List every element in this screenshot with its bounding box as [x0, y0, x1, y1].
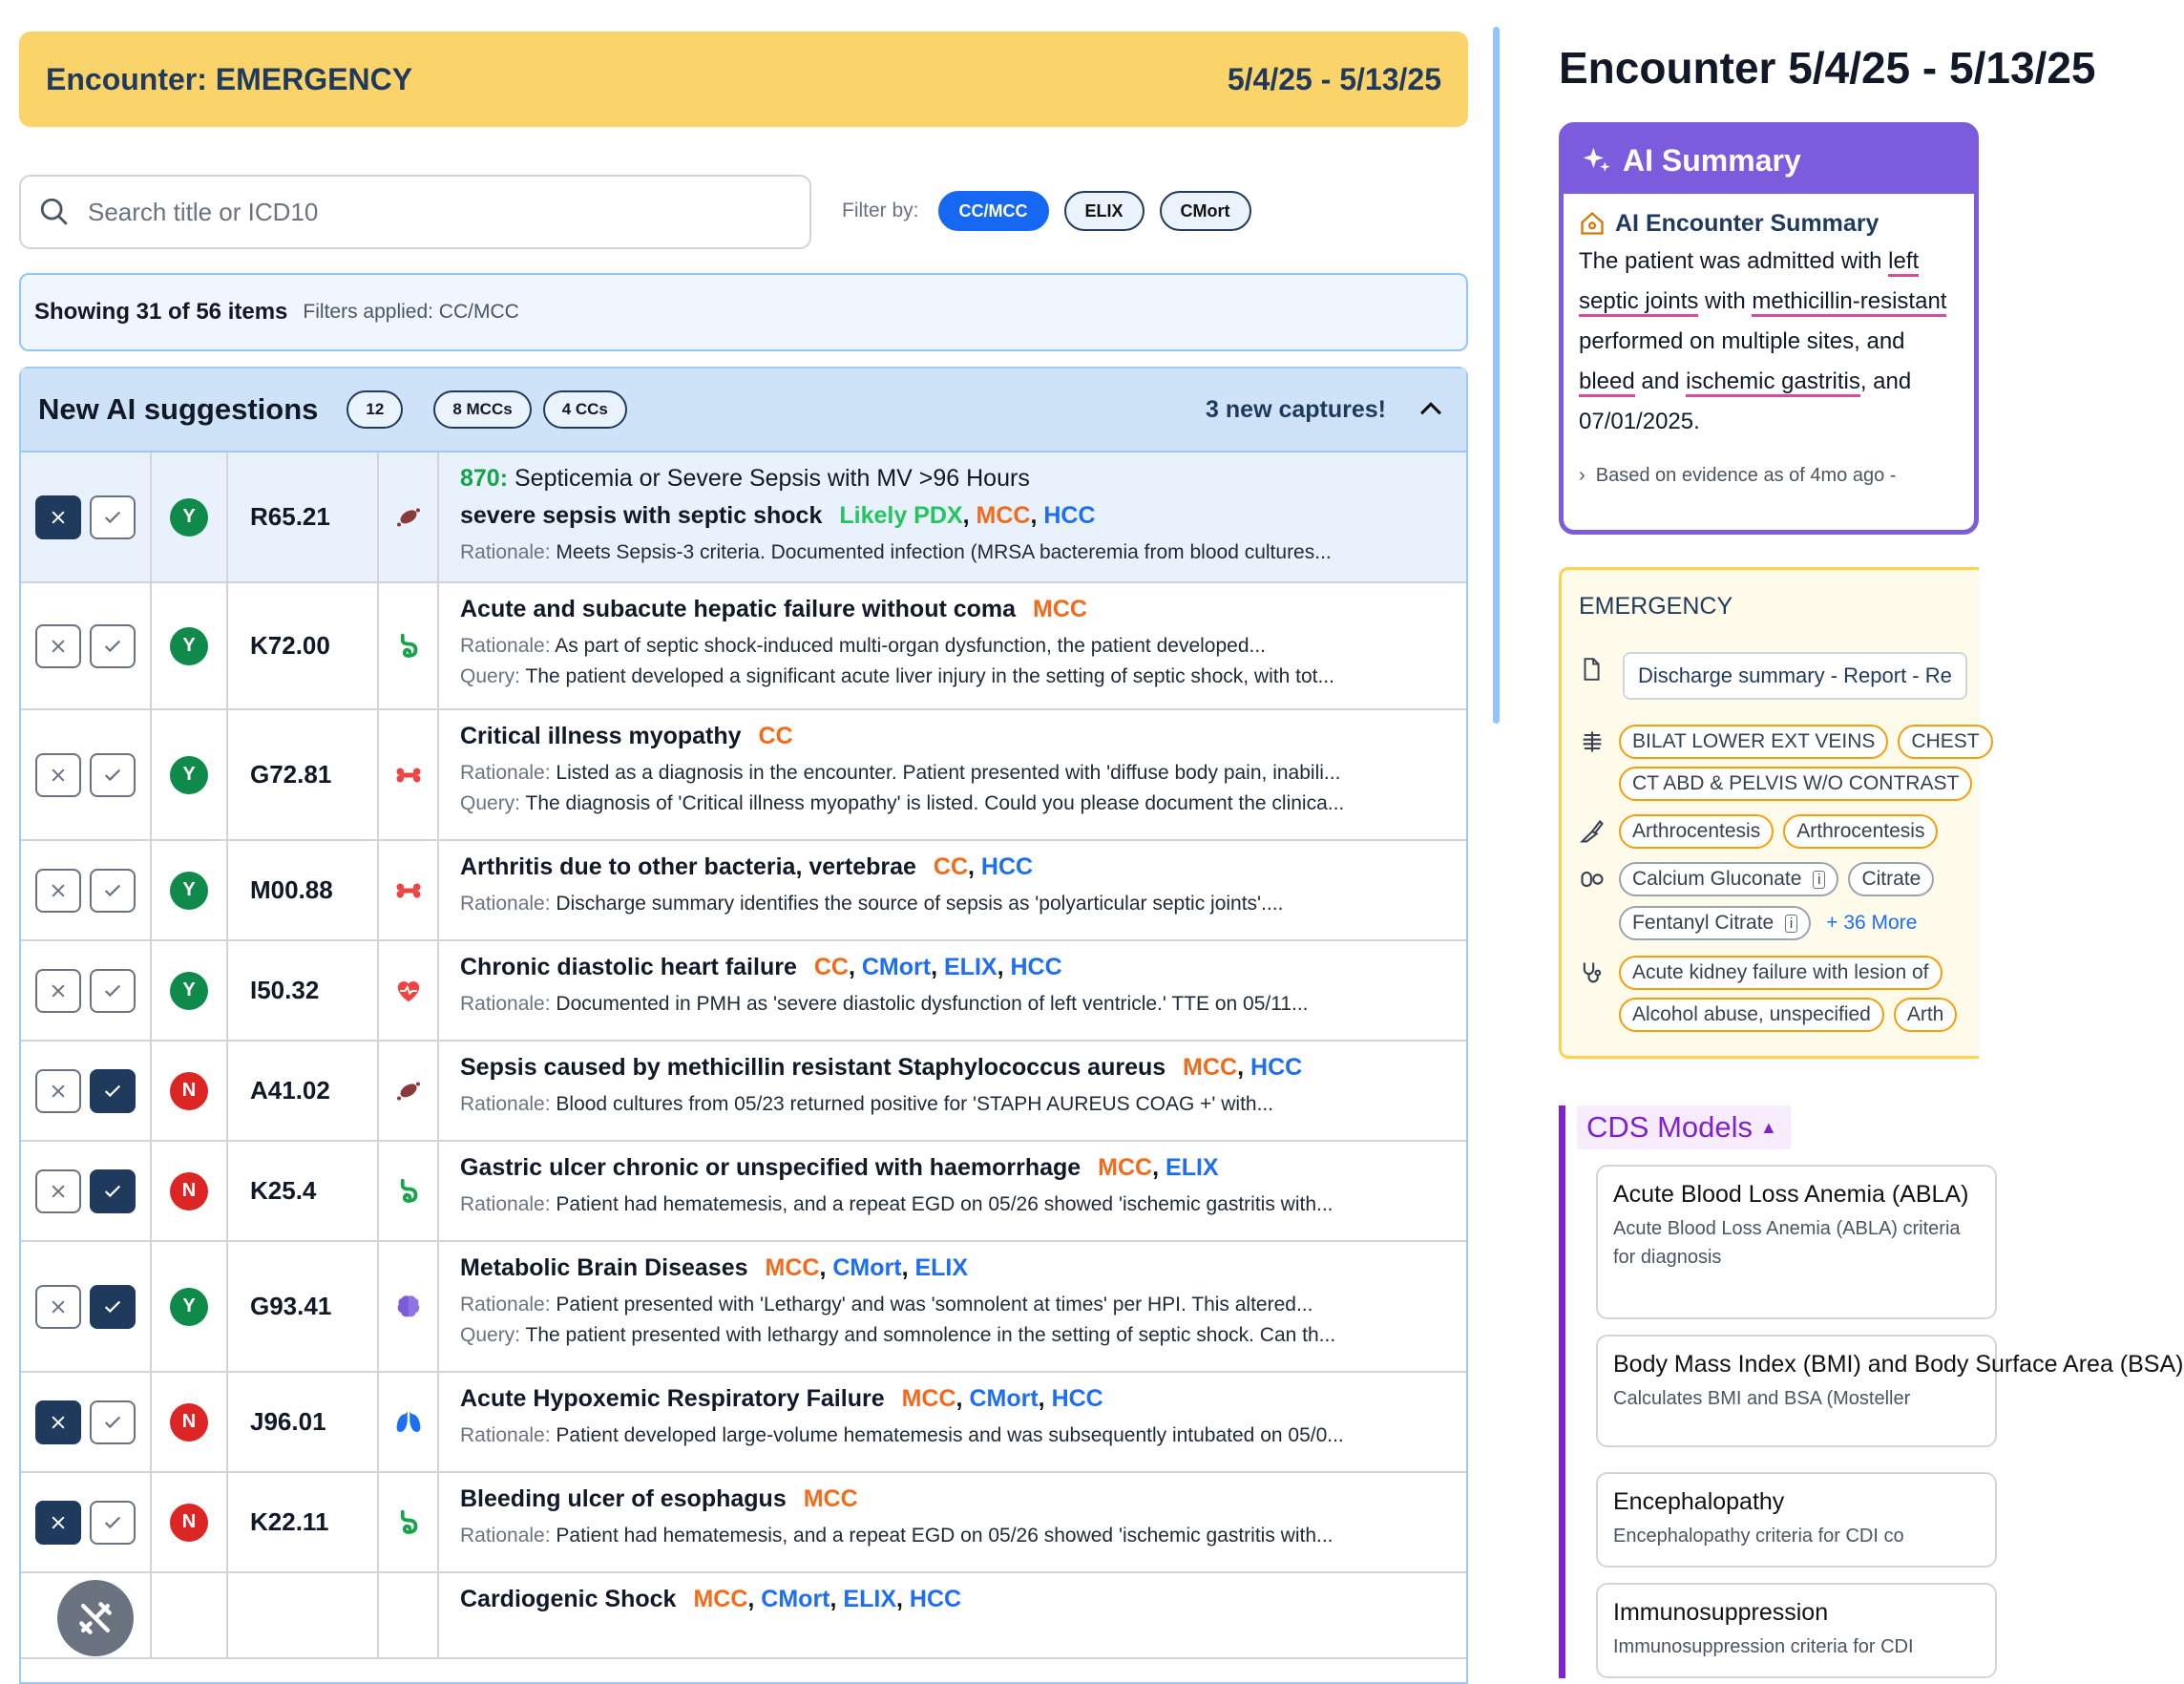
suggestion-content [439, 1573, 1466, 1657]
diagnosis-chip[interactable]: Alcohol abuse, unspecified [1619, 998, 1884, 1032]
check-icon [102, 1296, 123, 1317]
cds-models [1559, 1105, 2184, 1678]
bacteria-icon-cell [379, 1042, 439, 1140]
tag: CMort [832, 1254, 902, 1281]
poa-badge: Y [170, 756, 208, 794]
more-meds-link[interactable]: + 36 More [1826, 912, 1918, 934]
info-icon: i [1813, 871, 1825, 889]
ai-summary-header [1564, 127, 1974, 194]
query: Query: The patient presented with lethargy and somnolence in the setting of septic shock. Can th... [460, 1324, 1336, 1346]
imaging-row-2 [1619, 767, 1982, 801]
rationale: Rationale: Discharge summary identifies the source of sepsis as 'polyarticular septic joints'.... [460, 893, 1284, 915]
reject-button[interactable] [35, 624, 81, 668]
emergency-title: EMERGENCY [1579, 593, 1733, 620]
bone-icon [394, 761, 423, 789]
close-icon [49, 1182, 68, 1201]
scalpel-icon [1579, 818, 1606, 845]
suggestion-row[interactable] [21, 1042, 1466, 1142]
tag: CC [933, 853, 969, 880]
suggestion-content [439, 1042, 1466, 1140]
reject-button[interactable] [35, 1069, 81, 1113]
icd-code: M00.88 [228, 841, 379, 939]
sparkle-icon [1581, 145, 1611, 176]
procedure-chip[interactable]: Arthrocentesis [1619, 814, 1774, 849]
check-icon [102, 636, 123, 657]
action-cell [21, 583, 152, 708]
close-icon [49, 981, 68, 1000]
close-icon [49, 508, 68, 527]
icd-code: J96.01 [228, 1373, 379, 1471]
tag: MCC [693, 1586, 748, 1612]
suggestions-panel [19, 367, 1468, 1684]
ai-summary-title: AI Summary [1623, 142, 1801, 178]
cc-count: 4 CCs [543, 390, 627, 429]
rationale: Rationale: Blood cultures from 05/23 returned positive for 'STAPH AUREUS COAG +' with... [460, 1093, 1274, 1115]
cds-header[interactable] [1577, 1105, 1791, 1149]
check-icon [102, 1081, 123, 1102]
icd-code: G72.81 [228, 710, 379, 839]
check-icon [102, 507, 123, 528]
tag: CMort [761, 1586, 830, 1612]
filter-bar [842, 191, 1251, 231]
suggestion-row[interactable] [21, 841, 1466, 941]
drg-line: 870: Septicemia or Severe Sepsis with MV >96 Hours [460, 465, 1030, 492]
bacteria-icon [394, 1077, 423, 1105]
badge-cell [152, 453, 228, 581]
encounter-header [19, 32, 1468, 127]
search-input[interactable] [88, 198, 756, 227]
digestive-icon-cell [379, 1473, 439, 1571]
suggestion-row[interactable] [21, 1573, 1466, 1659]
check-icon [102, 980, 123, 1001]
filters-applied: Filters applied: CC/MCC [303, 301, 519, 323]
cds-card-encephalopathy[interactable]: Encephalopathy Encephalopathy criteria for CDI co [1596, 1472, 1997, 1568]
evidence-toggle[interactable]: › Based on evidence as of 4mo ago - [1579, 465, 1897, 486]
suggestion-row[interactable] [21, 1373, 1466, 1473]
bone-icon [394, 876, 423, 905]
badge-cell [152, 1142, 228, 1240]
diagnosis-row [1579, 956, 1952, 990]
close-icon [49, 766, 68, 785]
action-cell [21, 1042, 152, 1140]
poa-badge: Y [170, 627, 208, 665]
poa-badge: N [170, 1403, 208, 1442]
close-icon [49, 1297, 68, 1316]
suggestions-title: New AI suggestions [38, 392, 319, 426]
suggestion-content [439, 941, 1466, 1040]
meds-row [1579, 862, 1943, 896]
icd-code [228, 1573, 379, 1657]
suggestion-title[interactable]: Chronic diastolic heart failure CC, CMort, ELIX, HCC [460, 954, 1062, 980]
action-cell [21, 1373, 152, 1471]
suggestion-title[interactable]: Acute and subacute hepatic failure without coma MCC [460, 596, 1087, 622]
action-cell [21, 941, 152, 1040]
badge-cell [152, 941, 228, 1040]
suggestion-row[interactable] [21, 1142, 1466, 1242]
search-icon [38, 196, 71, 228]
tag: CC [758, 723, 793, 749]
check-icon [102, 1512, 123, 1533]
reject-button[interactable] [35, 869, 81, 913]
search-box[interactable] [19, 175, 811, 249]
icd-code: I50.32 [228, 941, 379, 1040]
imaging-chip[interactable]: CT ABD & PELVIS W/O CONTRAST [1619, 767, 1972, 801]
digestive-icon-cell [379, 583, 439, 708]
ai-summary-body [1564, 194, 1974, 495]
tag: CC [813, 954, 849, 980]
rationale: Rationale: Patient developed large-volume hematemesis and was subsequently intubated on 05/0... [460, 1424, 1344, 1446]
discharge-summary-doc[interactable]: Discharge summary - Report - Re [1623, 652, 1967, 700]
tag: MCC [1098, 1154, 1153, 1181]
suggestion-content [439, 583, 1466, 708]
rationale: Rationale: As part of septic shock-induced multi-organ dysfunction, the patient developed... [460, 635, 1267, 657]
tag: MCC [901, 1385, 956, 1412]
poa-badge: N [170, 1172, 208, 1210]
summary-line-2: septic joints with methicillin-resistant [1579, 282, 1974, 322]
suggestion-title[interactable]: Gastric ulcer chronic or unspecified with haemorrhage MCC, ELIX [460, 1154, 1219, 1181]
suggestion-title[interactable]: Cardiogenic Shock MCC, CMort, ELIX, HCC [460, 1586, 962, 1612]
accept-button[interactable] [90, 495, 136, 539]
suggestion-title[interactable]: Sepsis caused by methicillin resistant Staphylococcus aureus MCC, HCC [460, 1054, 1303, 1081]
poa-badge: N [170, 1072, 208, 1110]
suggestion-row[interactable] [21, 583, 1466, 710]
tools-button[interactable] [57, 1580, 134, 1656]
diagnosis-row-2 [1619, 998, 1966, 1032]
tag: ELIX [1166, 1154, 1219, 1181]
tag: MCC [1183, 1054, 1238, 1081]
reject-button[interactable] [35, 753, 81, 797]
documents-row [1579, 652, 1967, 700]
accept-button[interactable] [90, 753, 136, 797]
right-pane [1559, 0, 2184, 1657]
close-icon [49, 1413, 68, 1432]
suggestion-content [439, 841, 1466, 939]
check-icon [102, 880, 123, 901]
document-icon [1579, 656, 1604, 683]
suggestion-title[interactable]: Arthritis due to other bacteria, vertebrae CC, HCC [460, 853, 1034, 880]
cds-card-immunosuppression[interactable]: Immunosuppression Immunosuppression criteria for CDI [1596, 1583, 1997, 1678]
reject-button[interactable] [35, 969, 81, 1013]
brain-icon-cell [379, 1242, 439, 1371]
tag: ELIX [914, 1254, 969, 1281]
rationale: Rationale: Patient had hematemesis, and a repeat EGD on 05/26 showed 'ischemic gastritis with... [460, 1193, 1334, 1215]
cds-title: CDS Models [1586, 1110, 1753, 1144]
tag: HCC [1043, 502, 1096, 529]
filter-ccmcc[interactable]: CC/MCC [938, 191, 1049, 231]
summary-line-3: performed on multiple sites, and [1579, 328, 1905, 354]
showing-count: Showing 31 of 56 items [34, 299, 288, 325]
badge-cell [152, 1042, 228, 1140]
tag: MCC [1033, 596, 1087, 622]
rationale: Rationale: Documented in PMH as 'severe diastolic dysfunction of left ventricle.' TTE on 05/11... [460, 993, 1309, 1015]
diagnosis-chip[interactable]: Arth [1894, 998, 1958, 1032]
procedures-row [1579, 814, 1947, 849]
poa-badge: Y [170, 972, 208, 1010]
suggestion-row[interactable] [21, 710, 1466, 841]
action-cell [21, 1242, 152, 1371]
tag: Likely PDX [839, 502, 963, 529]
left-pane [19, 0, 1468, 1652]
encounter-type: Encounter: EMERGENCY [46, 61, 413, 96]
suggestions-count: 12 [346, 390, 403, 429]
cds-card-bmi[interactable]: Body Mass Index (BMI) and Body Surface Area (BSA) Calculates BMI and BSA (Mosteller [1596, 1335, 1997, 1447]
heart-icon-cell [379, 941, 439, 1040]
poa-badge: Y [170, 498, 208, 537]
tools-icon [74, 1597, 116, 1639]
reject-button[interactable] [35, 1169, 81, 1213]
tag: HCC [1250, 1054, 1303, 1081]
tag: MCC [803, 1485, 858, 1512]
icd-code: K22.11 [228, 1473, 379, 1571]
badge-cell [152, 841, 228, 939]
tag: ELIX [944, 954, 998, 980]
tag: MCC [976, 502, 1031, 529]
tag: MCC [765, 1254, 820, 1281]
mcc-count: 8 MCCs [433, 390, 531, 429]
caret-up-icon: ▲ [1760, 1117, 1777, 1137]
empty-cell [379, 1573, 439, 1657]
suggestion-title[interactable]: severe sepsis with septic shock Likely PDX, MCC, HCC [460, 502, 1096, 529]
suggestion-content [439, 1373, 1466, 1471]
lungs-icon [393, 1408, 424, 1437]
stethoscope-icon [1579, 959, 1606, 986]
summary-line-4: bleed and ischemic gastritis, and [1579, 362, 1974, 402]
heart-icon [394, 977, 423, 1005]
ai-summary-card [1559, 122, 1979, 535]
icd-code: K72.00 [228, 583, 379, 708]
bone-icon-cell [379, 841, 439, 939]
query: Query: The patient developed a significant acute liver injury in the setting of septic shock, with tot... [460, 665, 1334, 687]
action-cell [21, 1473, 152, 1571]
ribcage-icon [1579, 728, 1606, 755]
icd-code: R65.21 [228, 453, 379, 581]
filter-label: Filter by: [842, 200, 919, 221]
icd-code: K25.4 [228, 1142, 379, 1240]
reject-button[interactable] [35, 1400, 81, 1444]
badge-cell [152, 1373, 228, 1471]
badge-cell [152, 1473, 228, 1571]
suggestion-content [439, 1142, 1466, 1240]
encounter-dates: 5/4/25 - 5/13/25 [1227, 61, 1441, 96]
badge-cell [152, 1242, 228, 1371]
reject-button[interactable] [35, 495, 81, 539]
accept-button[interactable] [90, 1169, 136, 1213]
suggestion-row[interactable] [21, 1242, 1466, 1373]
tag: HCC [909, 1586, 962, 1612]
imaging-chip[interactable]: CHEST [1898, 725, 1992, 759]
check-icon [102, 765, 123, 786]
query: Query: The diagnosis of 'Critical illness myopathy' is listed. Could you please document the clinica... [460, 792, 1345, 814]
digestive-icon [394, 1177, 423, 1206]
check-icon [102, 1412, 123, 1433]
digestive-icon [394, 1508, 423, 1537]
poa-badge: Y [170, 872, 208, 910]
tag: ELIX [843, 1586, 896, 1612]
imaging-chip[interactable]: BILAT LOWER EXT VEINS [1619, 725, 1888, 759]
home-hex-icon [1579, 210, 1606, 237]
tag: HCC [1010, 954, 1062, 980]
accept-button[interactable] [90, 1285, 136, 1329]
tag: HCC [980, 853, 1034, 880]
action-cell [21, 710, 152, 839]
pane-divider[interactable] [1493, 27, 1500, 724]
suggestion-content [439, 453, 1466, 581]
lungs-icon-cell [379, 1373, 439, 1471]
bacteria-icon [394, 503, 423, 532]
suggestion-content [439, 1473, 1466, 1571]
summary-line-5: 07/01/2025. [1579, 409, 1700, 434]
check-icon [102, 1181, 123, 1202]
close-icon [49, 1082, 68, 1101]
suggestion-row[interactable] [21, 1473, 1466, 1573]
action-cell [21, 453, 152, 581]
accept-button[interactable] [90, 969, 136, 1013]
close-icon [49, 637, 68, 656]
badge-cell [152, 1573, 228, 1657]
tag: CMort [969, 1385, 1039, 1412]
poa-badge: N [170, 1504, 208, 1542]
digestive-icon [394, 632, 423, 661]
reject-button[interactable] [35, 1501, 81, 1545]
action-cell [21, 1142, 152, 1240]
suggestion-title[interactable]: Critical illness myopathy CC [460, 723, 793, 749]
medication-chip[interactable]: Calcium Gluconate i [1619, 862, 1838, 896]
rationale: Rationale: Patient had hematemesis, and a repeat EGD on 05/26 showed 'ischemic gastritis with... [460, 1525, 1334, 1547]
rationale: Rationale: Meets Sepsis-3 criteria. Documented infection (MRSA bacteremia from blood cultures... [460, 541, 1332, 563]
accept-button[interactable] [90, 1501, 136, 1545]
suggestion-title[interactable]: Acute Hypoxemic Respiratory Failure MCC, CMort, HCC [460, 1385, 1103, 1412]
right-title: Encounter 5/4/25 - 5/13/25 [1559, 43, 2096, 93]
close-icon [49, 881, 68, 900]
suggestion-title[interactable]: Metabolic Brain Diseases MCC, CMort, ELIX [460, 1254, 969, 1281]
close-icon [49, 1513, 68, 1532]
rationale: Rationale: Listed as a diagnosis in the encounter. Patient presented with 'diffuse body pain, inabili... [460, 762, 1341, 784]
poa-badge: Y [170, 1288, 208, 1326]
tag: HCC [1051, 1385, 1103, 1412]
medication-chip[interactable]: Fentanyl Citrate i [1619, 906, 1811, 940]
suggestion-row[interactable] [21, 941, 1466, 1042]
pill-icon [1579, 866, 1606, 893]
suggestion-row[interactable] [21, 453, 1466, 583]
rationale: Rationale: Patient presented with 'Lethargy' and was 'somnolent at times' per HPI. This altered... [460, 1294, 1313, 1316]
summary-line-1: The patient was admitted with left [1579, 242, 1974, 282]
showing-bar [19, 273, 1468, 351]
accept-button[interactable] [90, 624, 136, 668]
new-captures: 3 new captures! [1206, 395, 1386, 423]
accept-button[interactable] [90, 1400, 136, 1444]
tag: CMort [861, 954, 932, 980]
badge-cell [152, 710, 228, 839]
info-icon: i [1785, 915, 1797, 933]
suggestions-header[interactable] [21, 368, 1466, 453]
medication-chip[interactable]: Citrate [1848, 862, 1934, 896]
filter-cmort[interactable]: CMort [1160, 191, 1251, 231]
meds-row-2 [1619, 906, 1917, 940]
suggestion-content [439, 710, 1466, 839]
reject-button[interactable] [35, 1285, 81, 1329]
badge-cell [152, 583, 228, 708]
accept-button[interactable] [90, 869, 136, 913]
bone-icon-cell [379, 710, 439, 839]
icd-code: G93.41 [228, 1242, 379, 1371]
chevron-up-icon[interactable] [1415, 393, 1447, 426]
action-cell [21, 841, 152, 939]
suggestion-content [439, 1242, 1466, 1371]
emergency-card [1559, 567, 1979, 1059]
brain-icon [394, 1293, 423, 1321]
cds-card-abla[interactable]: Acute Blood Loss Anemia (ABLA) Acute Blood Loss Anemia (ABLA) criteria for diagnosis [1596, 1165, 1997, 1319]
filter-elix[interactable]: ELIX [1064, 191, 1144, 231]
procedure-chip[interactable]: Arthrocentesis [1783, 814, 1938, 849]
ai-encounter-summary-title: AI Encounter Summary [1579, 207, 1974, 240]
accept-button[interactable] [90, 1069, 136, 1113]
icd-code: A41.02 [228, 1042, 379, 1140]
bacteria-icon-cell [379, 453, 439, 581]
diagnosis-chip[interactable]: Acute kidney failure with lesion of [1619, 956, 1942, 990]
digestive-icon-cell [379, 1142, 439, 1240]
suggestion-list [21, 453, 1466, 1659]
suggestion-title[interactable]: Bleeding ulcer of esophagus MCC [460, 1485, 858, 1512]
imaging-row [1579, 725, 2003, 759]
